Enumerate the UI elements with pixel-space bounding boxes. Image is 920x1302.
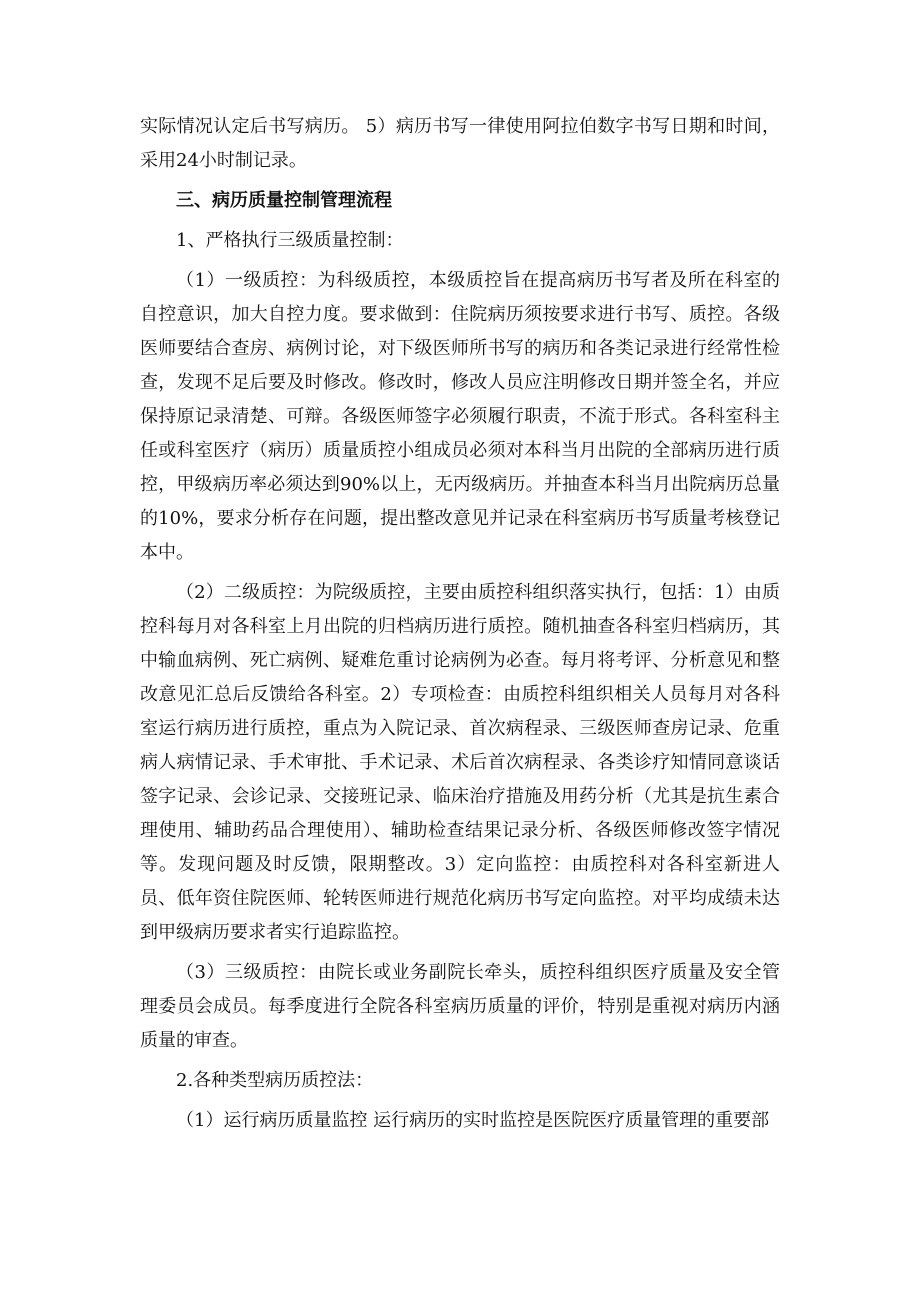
subsection-heading-2: 2.各种类型病历质控法：	[176, 1070, 374, 1091]
paragraph-level-three-qc: （3）三级质控：由院长或业务副院长牵头，质控科组织医疗质量及安全管理委员会成员。每季度进行全院各科室病历质量的评价，特别是重视对病历内涵质量的审查。	[140, 962, 780, 1051]
paragraph-running-record-qc: （1）运行病历质量监控 运行病历的实时监控是医院医疗质量管理的重要部	[176, 1110, 770, 1131]
paragraph-level-two-qc: （2）二级质控：为院级质控，主要由质控科组织落实执行，包括：1）由质控科每月对各科室上月出院的归档病历进行质控。随机抽查各科室归档病历，其中输血病例、死亡病例、疑难危重讨论病例为必查。每月将考评、分析意见和整改意见汇总后反馈给各科室。2）专项检查：由质控科组织相关人员每月对各科室运行病历进行质控，重点为入院记录、首次病程录、三级医师查房记录、危重病人病情记录、手术审批、手术记录、术后首次病程录、各类诊疗知情同意谈话签字记录、会诊记录、交接班记录、临床治疗措施及用药分析（尤其是抗生素合理使用、辅助药品合理使用）、辅助检查结果记录分析、各级医师修改签字情况等。发现问题及时反馈，限期整改。3）定向监控：由质控科对各科室新进人员、低年资住院医师、轮转医师进行规范化病历书写定向监控。对平均成绩未达到甲级病历要求者实行追踪监控。	[140, 582, 780, 943]
subsection-heading: 1、严格执行三级质量控制：	[176, 230, 404, 251]
section-heading: 三、病历质量控制管理流程	[176, 190, 392, 211]
document-body	[140, 110, 780, 1144]
paragraph-level-one-qc: （1）一级质控：为科级质控，本级质控旨在提高病历书写者及所在科室的自控意识，加大自控力度。要求做到：住院病历须按要求进行书写、质控。各级医师要结合查房、病例讨论，对下级医师所书写的病历和各类记录进行经常性检查，发现不足后要及时修改。修改时，修改人员应注明修改日期并签全名，并应保持原记录清楚、可辩。各级医师签字必须履行职责，不流于形式。各科室科主任或科室医疗（病历）质量质控小组成员必须对本科当月出院的全部病历进行质控，甲级病历率必须达到90%以上，无丙级病历。并抽查本科当月出院病历总量的10%，要求分析存在问题，提出整改意见并记录在科室病历书写质量考核登记本中。	[140, 270, 780, 563]
paragraph-continuation: 实际情况认定后书写病历。 5）病历书写一律使用阿拉伯数字书写日期和时间，采用24小时制记录。	[140, 116, 780, 171]
